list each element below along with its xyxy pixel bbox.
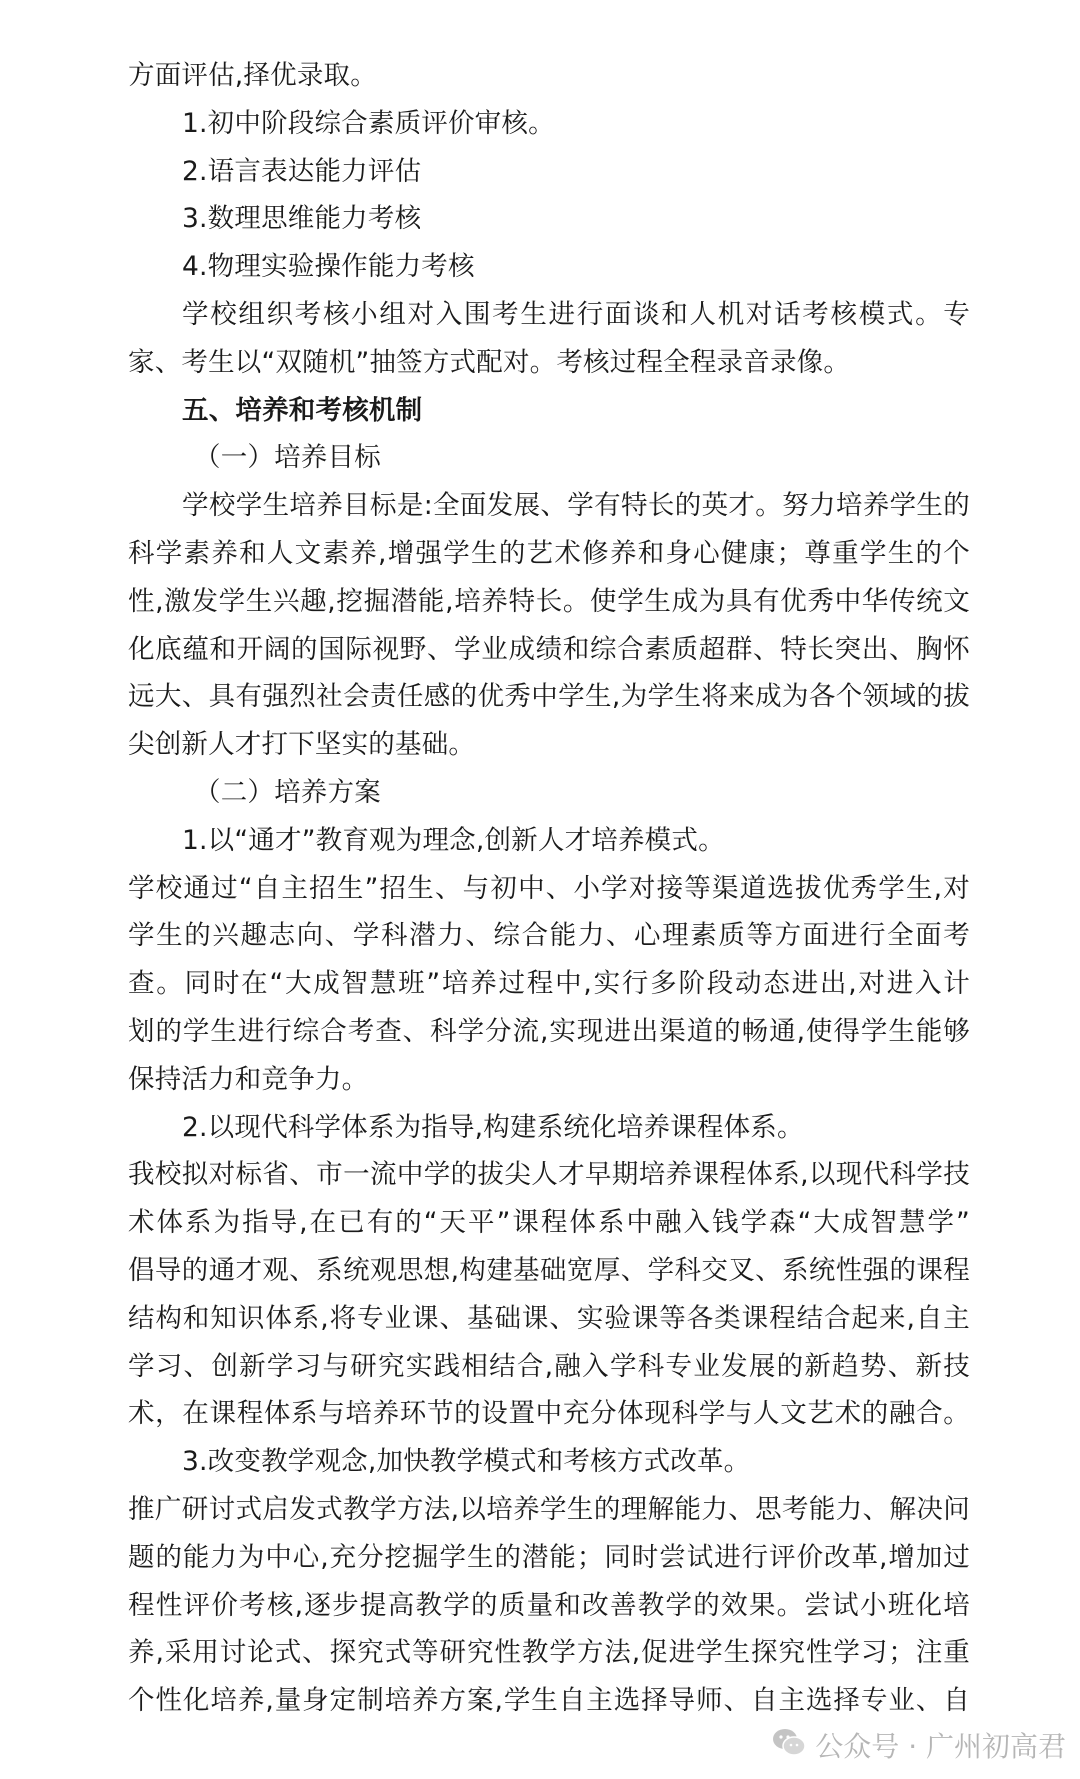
- paragraph-line: 学校通过“自主招生”招生、与初中、小学对接等渠道选拔优秀学生,对: [128, 872, 970, 904]
- paragraph-line: 性,激发学生兴趣,挖掘潜能,培养特长。使学生成为具有优秀中华传统文: [128, 585, 970, 617]
- document-body: [128, 52, 970, 1725]
- paragraph-line: 学校组织考核小组对入围考生进行面谈和人机对话考核模式。专: [182, 298, 970, 330]
- list-item: 1.以“通才”教育观为理念,创新人才培养模式。: [182, 824, 725, 856]
- paragraph-line: 个性化培养,量身定制培养方案,学生自主选择导师、自主选择专业、自: [128, 1685, 970, 1717]
- paragraph-line: 养,采用讨论式、探究式等研究性教学方法,促进学生探究性学习；注重: [128, 1637, 970, 1669]
- paragraph-line: 结构和知识体系,将专业课、基础课、实验课等各类课程结合起来,自主: [128, 1302, 970, 1334]
- paragraph-line: 推广研讨式启发式教学方法,以培养学生的理解能力、思考能力、解决问: [128, 1493, 970, 1525]
- paragraph-line: 查。同时在“大成智慧班”培养过程中,实行多阶段动态进出,对进入计: [128, 968, 970, 1000]
- watermark-text: 公众号 · 广州初高君: [815, 1730, 1066, 1763]
- paragraph-line: 倡导的通才观、系统观思想,构建基础宽厚、学科交叉、系统性强的课程: [128, 1254, 970, 1286]
- paragraph-line: 科学素养和人文素养,增强学生的艺术修养和身心健康；尊重学生的个: [128, 537, 970, 569]
- paragraph-line: 程性评价考核,逐步提高教学的质量和改善教学的效果。尝试小班化培: [128, 1589, 970, 1621]
- paragraph-line: 方面评估,择优录取。: [128, 60, 377, 91]
- paragraph-line: 远大、具有强烈社会责任感的优秀中学生,为学生将来成为各个领域的拔: [128, 681, 970, 713]
- list-item: 4.物理实验操作能力考核: [182, 251, 475, 283]
- list-item: 2.以现代科学体系为指导,构建系统化培养课程体系。: [182, 1111, 804, 1143]
- section-heading: 五、培养和考核机制: [182, 394, 423, 426]
- paragraph-line: 学校学生培养目标是:全面发展、学有特长的英才。努力培养学生的: [182, 490, 970, 522]
- paragraph-line: 术体系为指导,在已有的“天平”课程体系中融入钱学森“大成智慧学”: [128, 1207, 970, 1239]
- paragraph-line: 学习、创新学习与研究实践相结合,融入学科专业发展的新趋势、新技: [128, 1350, 970, 1382]
- subsection-heading: （一）培养目标: [194, 442, 381, 474]
- paragraph-line: 化底蕴和开阔的国际视野、学业成绩和综合素质超群、特长突出、胸怀: [128, 633, 970, 665]
- wechat-icon: [771, 1727, 815, 1764]
- subsection-heading: （二）培养方案: [194, 776, 381, 808]
- list-item: 1.初中阶段综合素质评价审核。: [182, 107, 555, 139]
- paragraph-line: 保持活力和竞争力。: [128, 1063, 369, 1095]
- paragraph-line: 家、考生以“双随机”抽签方式配对。考核过程全程录音录像。: [128, 346, 851, 378]
- paragraph-line: 学生的兴趣志向、学科潜力、综合能力、心理素质等方面进行全面考: [128, 920, 970, 952]
- list-item: 3.改变教学观念,加快教学模式和考核方式改革。: [182, 1446, 751, 1478]
- list-item: 3.数理思维能力考核: [182, 203, 422, 235]
- paragraph-line: 划的学生进行综合考查、科学分流,实现进出渠道的畅通,使得学生能够: [128, 1015, 970, 1047]
- list-item: 2.语言表达能力评估: [182, 155, 422, 187]
- paragraph-line: 我校拟对标省、市一流中学的拔尖人才早期培养课程体系,以现代科学技: [128, 1159, 970, 1191]
- watermark: [771, 1723, 1066, 1767]
- paragraph-line: 题的能力为中心,充分挖掘学生的潜能；同时尝试进行评价改革,增加过: [128, 1541, 970, 1573]
- paragraph-line: 尖创新人才打下坚实的基础。: [128, 729, 476, 761]
- paragraph-line: 术，在课程体系与培养环节的设置中充分体现科学与人文艺术的融合。: [128, 1398, 970, 1430]
